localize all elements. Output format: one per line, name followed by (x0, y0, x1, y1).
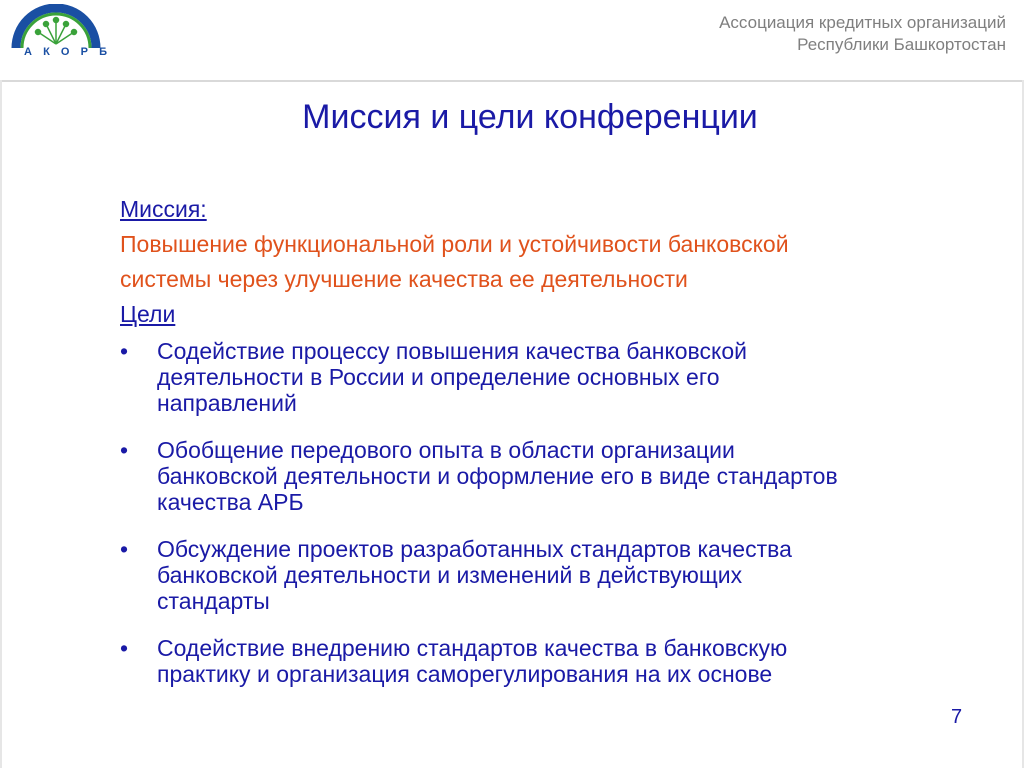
frame-top-border (0, 80, 1024, 82)
goal-line: направлений (157, 390, 297, 416)
goal-line: стандарты (157, 588, 270, 614)
bullet-icon: • (120, 635, 129, 661)
goal-line: качества АРБ (157, 489, 304, 515)
logo-letters (24, 46, 108, 58)
goal-line: банковской деятельности и оформление его в виде стандартов (157, 463, 838, 489)
goals-list (120, 338, 1010, 687)
bullet-icon: • (120, 437, 129, 463)
goal-line: Обсуждение проектов разработанных стандартов качества (157, 536, 792, 562)
goal-line: деятельности в России и определение основных его (157, 364, 720, 390)
logo-letter: Б (99, 46, 108, 58)
goal-line: практику и организация саморегулирования на их основе (157, 661, 773, 687)
goal-line: Содействие процессу повышения качества банковской (157, 338, 747, 364)
bullet-icon: • (120, 536, 129, 562)
logo-letter: А (24, 46, 33, 58)
logo-arch-icon (10, 4, 102, 70)
slide-title: Миссия и цели конференции (302, 98, 758, 136)
slide-content (120, 192, 1010, 708)
bullet-icon: • (120, 338, 129, 364)
goal-item (120, 635, 1010, 687)
logo-letter: О (60, 46, 71, 58)
goal-item (120, 338, 1010, 416)
goal-item (120, 437, 1010, 515)
goal-line: Содействие внедрению стандартов качества в банковскую (157, 635, 788, 661)
mission-text-line-1: Повышение функциональной роли и устойчивости банковской (120, 231, 789, 257)
organization-name (719, 12, 1006, 56)
org-line-2: Республики Башкортостан (797, 35, 1006, 54)
org-line-1: Ассоциация кредитных организаций (719, 13, 1006, 32)
frame-left-border (0, 80, 2, 768)
mission-text-line-2: системы через улучшение качества ее деятельности (120, 266, 688, 292)
logo-letter: Р (80, 46, 89, 58)
goal-line: Обобщение передового опыта в области организации (157, 437, 735, 463)
akorb-logo (10, 4, 108, 70)
goal-line: банковской деятельности и изменений в действующих (157, 562, 743, 588)
goal-item (120, 536, 1010, 614)
logo-letter: К (43, 46, 51, 58)
page-number: 7 (951, 706, 963, 728)
goals-label: Цели (120, 301, 176, 327)
mission-text (120, 227, 1010, 297)
mission-label: Миссия: (120, 196, 207, 222)
